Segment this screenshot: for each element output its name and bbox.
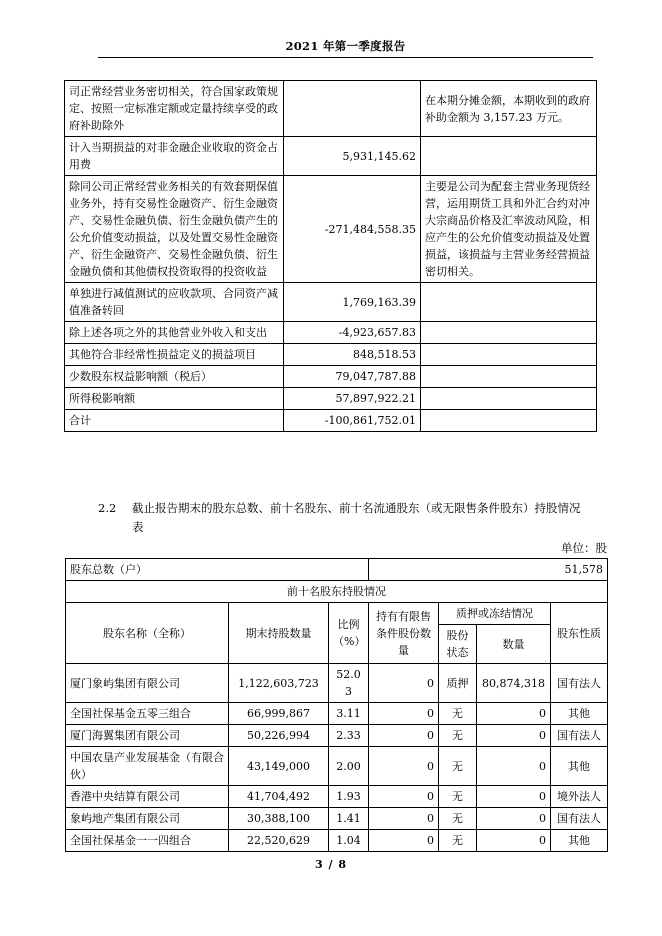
shareholder-nature: 国有法人 — [551, 725, 608, 747]
shareholder-nature: 国有法人 — [551, 664, 608, 703]
nonrecurring-item-label: 除同公司正常经营业务相关的有效套期保值业务外，持有交易性金融资产、衍生金融资产、交易性金融负债、衍生金融负债产生的公允价值变动损益，以及处置交易性金融资产、衍生金融资产、交易性金融负债、衍生金融负债和其他债权投资取得的投资收益 — [65, 176, 284, 283]
nonrecurring-item-amount: 1,769,163.39 — [284, 283, 421, 322]
shareholder-quantity: 80,874,318 — [477, 664, 551, 703]
total-holders-value: 51,578 — [369, 559, 608, 581]
table-row — [65, 388, 597, 410]
shareholder-restricted: 0 — [369, 830, 439, 852]
shareholder-name: 中国农垦产业发展基金（有限合伙） — [66, 747, 229, 786]
shareholder-ratio: 2.00 — [329, 747, 369, 786]
unit-label: 单位：股 — [561, 541, 607, 555]
table-row — [65, 344, 597, 366]
document-header-title: 2021 年第一季度报告 — [285, 39, 406, 53]
table-row — [66, 703, 608, 725]
table-row — [66, 786, 608, 808]
nonrecurring-item-amount: 5,931,145.62 — [284, 137, 421, 176]
column-header-quantity: 数量 — [477, 625, 551, 664]
nonrecurring-total-label: 合计 — [65, 410, 284, 432]
column-header-ratio: 比例（%） — [329, 603, 369, 664]
nonrecurring-item-note: 主要是公司为配套主营业务现货经营，运用期货工具和外汇合约对冲大宗商品价格及汇率波动风险，相应产生的公允价值变动损益及处置损益，该损益与主营业务经营损益密切相关。 — [421, 176, 597, 283]
table-row — [65, 176, 597, 283]
shareholder-quantity: 0 — [477, 786, 551, 808]
nonrecurring-item-amount: 57,897,922.21 — [284, 388, 421, 410]
nonrecurring-item-amount — [284, 81, 421, 137]
nonrecurring-item-amount: 79,047,787.88 — [284, 366, 421, 388]
header-divider-rule — [98, 57, 593, 58]
table-row — [65, 137, 597, 176]
shareholder-nature: 其他 — [551, 747, 608, 786]
column-header-nature: 股东性质 — [551, 603, 608, 664]
shareholder-share-status: 无 — [439, 830, 477, 852]
shareholder-quantity: 0 — [477, 725, 551, 747]
total-holders-label: 股东总数（户） — [66, 559, 369, 581]
table-row — [65, 322, 597, 344]
shareholder-restricted: 0 — [369, 664, 439, 703]
column-header-pledge-group: 质押或冻结情况 — [439, 603, 551, 625]
table-row — [65, 283, 597, 322]
shareholder-shares-end: 43,149,000 — [229, 747, 329, 786]
shareholder-ratio: 3.11 — [329, 703, 369, 725]
table-row — [66, 808, 608, 830]
shareholder-share-status: 无 — [439, 703, 477, 725]
nonrecurring-item-label: 其他符合非经常性损益定义的损益项目 — [65, 344, 284, 366]
table-row — [65, 81, 597, 137]
shareholder-name: 全国社保基金五零三组合 — [66, 703, 229, 725]
nonrecurring-item-amount: -4,923,657.83 — [284, 322, 421, 344]
shareholder-name: 厦门海翼集团有限公司 — [66, 725, 229, 747]
nonrecurring-item-amount: 848,518.53 — [284, 344, 421, 366]
table-row — [66, 725, 608, 747]
shareholder-nature: 其他 — [551, 830, 608, 852]
section-title-continuation: 表 — [132, 520, 144, 534]
nonrecurring-item-label: 计入当期损益的对非金融企业收取的资金占用费 — [65, 137, 284, 176]
shareholder-share-status: 无 — [439, 725, 477, 747]
shareholder-share-status: 无 — [439, 747, 477, 786]
shareholder-ratio: 1.93 — [329, 786, 369, 808]
shareholder-nature: 境外法人 — [551, 786, 608, 808]
nonrecurring-item-label: 少数股东权益影响额（税后） — [65, 366, 284, 388]
shareholder-shares-end: 50,226,994 — [229, 725, 329, 747]
shareholders-table — [65, 558, 608, 852]
table-row — [66, 747, 608, 786]
shareholder-restricted: 0 — [369, 725, 439, 747]
nonrecurring-item-note — [421, 137, 597, 176]
nonrecurring-item-label: 单独进行减值测试的应收款项、合同资产减值准备转回 — [65, 283, 284, 322]
shareholder-share-status: 质押 — [439, 664, 477, 703]
shareholder-shares-end: 30,388,100 — [229, 808, 329, 830]
nonrecurring-item-label: 司正常经营业务密切相关，符合国家政策规定、按照一定标准定额或定量持续享受的政府补助除外 — [65, 81, 284, 137]
shareholder-nature: 其他 — [551, 703, 608, 725]
shareholder-shares-end: 66,999,867 — [229, 703, 329, 725]
column-header-shares-end: 期末持股数量 — [229, 603, 329, 664]
shareholder-ratio: 1.04 — [329, 830, 369, 852]
nonrecurring-item-note — [421, 283, 597, 322]
shareholder-ratio: 52.03 — [329, 664, 369, 703]
table-row — [65, 366, 597, 388]
non-recurring-items-table — [64, 80, 597, 432]
table-row-total — [65, 410, 597, 432]
table-row — [66, 664, 608, 703]
nonrecurring-item-note — [421, 366, 597, 388]
nonrecurring-total-amount: -100,861,752.01 — [284, 410, 421, 432]
nonrecurring-total-note — [421, 410, 597, 432]
column-header-share-status: 股份状态 — [439, 625, 477, 664]
nonrecurring-item-note — [421, 388, 597, 410]
nonrecurring-item-amount: -271,484,558.35 — [284, 176, 421, 283]
shareholder-ratio: 2.33 — [329, 725, 369, 747]
nonrecurring-item-note — [421, 322, 597, 344]
shareholder-shares-end: 1,122,603,723 — [229, 664, 329, 703]
shareholder-restricted: 0 — [369, 808, 439, 830]
shareholder-share-status: 无 — [439, 786, 477, 808]
shareholder-quantity: 0 — [477, 747, 551, 786]
shareholder-restricted: 0 — [369, 786, 439, 808]
nonrecurring-item-note — [421, 344, 597, 366]
column-header-name: 股东名称（全称） — [66, 603, 229, 664]
column-header-restricted: 持有有限售条件股份数量 — [369, 603, 439, 664]
shareholder-quantity: 0 — [477, 808, 551, 830]
shareholders-group-title: 前十名股东持股情况 — [66, 581, 608, 603]
total-holders-row — [66, 559, 608, 581]
nonrecurring-item-label: 所得税影响额 — [65, 388, 284, 410]
section-number: 2.2 — [98, 501, 117, 515]
shareholder-restricted: 0 — [369, 703, 439, 725]
shareholder-quantity: 0 — [477, 830, 551, 852]
shareholder-nature: 国有法人 — [551, 808, 608, 830]
shareholder-name: 厦门象屿集团有限公司 — [66, 664, 229, 703]
section-heading-2-2 — [98, 499, 598, 537]
shareholder-shares-end: 22,520,629 — [229, 830, 329, 852]
section-title: 截止报告期末的股东总数、前十名股东、前十名流通股东（或无限售条件股东）持股情况 — [132, 501, 581, 515]
shareholders-group-title-row — [66, 581, 608, 603]
shareholder-name: 全国社保基金一一四组合 — [66, 830, 229, 852]
shareholder-shares-end: 41,704,492 — [229, 786, 329, 808]
shareholders-header-row-1 — [66, 603, 608, 625]
shareholder-name: 象屿地产集团有限公司 — [66, 808, 229, 830]
nonrecurring-item-note: 在本期分摊金额，本期收到的政府补助金额为 3,157.23 万元。 — [421, 81, 597, 137]
shareholder-restricted: 0 — [369, 747, 439, 786]
shareholder-name: 香港中央结算有限公司 — [66, 786, 229, 808]
shareholder-ratio: 1.41 — [329, 808, 369, 830]
page-number-footer: 3 / 8 — [315, 858, 347, 871]
table-row — [66, 830, 608, 852]
nonrecurring-item-label: 除上述各项之外的其他营业外收入和支出 — [65, 322, 284, 344]
shareholder-share-status: 无 — [439, 808, 477, 830]
shareholder-quantity: 0 — [477, 703, 551, 725]
